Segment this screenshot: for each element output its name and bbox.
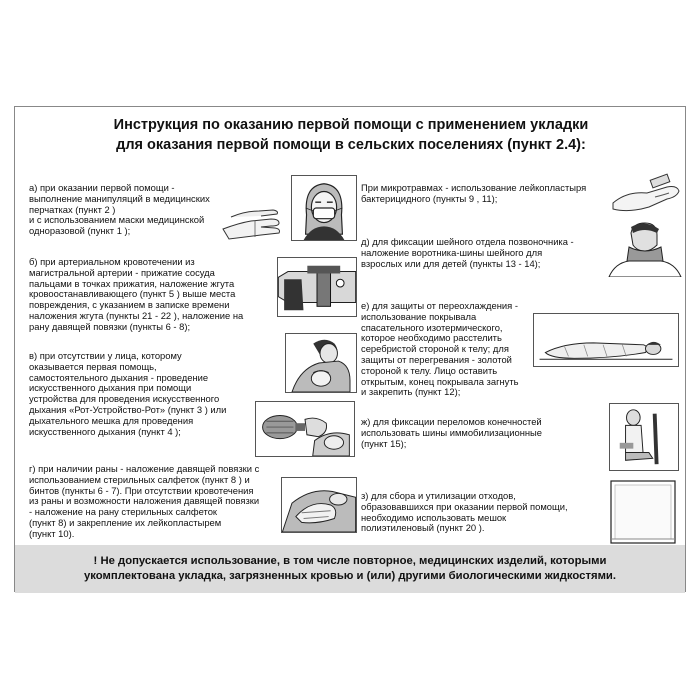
breathing-bag-icon bbox=[256, 402, 354, 456]
splint-icon bbox=[610, 404, 678, 470]
mask-face-icon bbox=[292, 176, 356, 240]
tourniquet-icon bbox=[278, 258, 356, 316]
instruction-poster bbox=[14, 106, 686, 592]
title-line-1: Инструкция по оказанию первой помощи с применением укладки bbox=[113, 117, 589, 133]
neck-collar-illustration bbox=[607, 221, 683, 277]
adhesive-plaster-illustration bbox=[607, 173, 683, 217]
wound-dressing-icon bbox=[282, 478, 356, 532]
item-b-arterial-bleeding: б) при артериальном кровотечении из магистральной артерии - прижатие сосуда пальцами в точках прижатия, наложение жгута кровоостанавливающего (пункт 5 ) выше места повреждения, с указанием в записке времени наложения жгута (пункты 21 - 22 ), наложение на рану давящей повязки (пункты 6 - 8); bbox=[29, 256, 244, 332]
item-v-artificial-breathing: в) при отсутствии у лица, которому оказывается первая помощь, самостоятельного дыхания - проведение искусственного дыхания при помощи устройства для проведения искусственного дыхания «Рот-Устройство-Рот» (пункт 3 ) или дыхательного мешка для проведения искусственного дыхания (пункт 4 ); bbox=[29, 350, 227, 437]
item-a-gloves-mask: а) при оказании первой помощи - выполнение манипуляций в медицинских перчатках (пункт 2 ) и с использованием маски медицинской одноразовой (пункт 1 ); bbox=[29, 182, 210, 237]
gloved-hands-illustration bbox=[221, 199, 287, 247]
thermal-blanket-icon bbox=[534, 314, 678, 366]
item-d-neck-collar: д) для фиксации шейного отдела позвоночника - наложение воротника-шины шейного для взрослых или для детей (пункты 13 - 14); bbox=[361, 236, 574, 269]
neck-collar-icon bbox=[607, 221, 683, 277]
rescue-breathing-icon bbox=[286, 334, 356, 392]
poster-title bbox=[15, 115, 687, 155]
breathing-bag-illustration bbox=[255, 401, 355, 457]
item-zh-splints: ж) для фиксации переломов конечностей использовать шины иммобилизационные (пункт 15); bbox=[361, 416, 543, 449]
adhesive-plaster-icon bbox=[607, 173, 683, 217]
splint-illustration bbox=[609, 403, 679, 471]
item-microtrauma: При микротравмах - использование лейкопластыря бактерицидного (пункты 9 , 11); bbox=[361, 182, 587, 204]
plastic-bag-icon bbox=[607, 479, 679, 545]
wound-dressing-illustration bbox=[281, 477, 357, 533]
gloved-hands-icon bbox=[221, 199, 287, 247]
item-e-thermal-blanket: е) для защиты от переохлаждения - использование покрывала спасательного изотермического, которое необходимо расстелить серебристой стороной к телу; для защиты от перегревания - золотой стороной к телу. Лицо оставить открытым, конец покрывала загнуть и закрепить (пункт 12); bbox=[361, 300, 519, 398]
warning-footer: ! Не допускается использование, в том числе повторное, медицинских изделий, которыми укомплектована укладка, загрязненных кровью и (или) другими биологическими жидкостями. bbox=[15, 545, 685, 593]
rescue-breathing-illustration bbox=[285, 333, 357, 393]
thermal-blanket-illustration bbox=[533, 313, 679, 367]
tourniquet-illustration bbox=[277, 257, 357, 317]
title-line-2: для оказания первой помощи в сельских поселениях (пункт 2.4): bbox=[116, 137, 586, 153]
plastic-bag-illustration bbox=[607, 479, 679, 545]
item-z-waste-bag: з) для сбора и утилизации отходов, образовавшихся при оказании первой помощи, необходимо использовать мешок полиэтиленовый (пункт 20 ). bbox=[361, 490, 568, 534]
item-g-wound-dressing: г) при наличии раны - наложение давящей повязки с использованием стерильных салфеток (пункт 8 ) и бинтов (пункты 6 - 7). При отсутствии кровотечения из раны и возможности наложения давящей повязки - наложение на рану стерильных салфеток (пункт 8) и закрепление их лейкопластырем (пункт 10). bbox=[29, 463, 260, 539]
mask-face-illustration bbox=[291, 175, 357, 241]
